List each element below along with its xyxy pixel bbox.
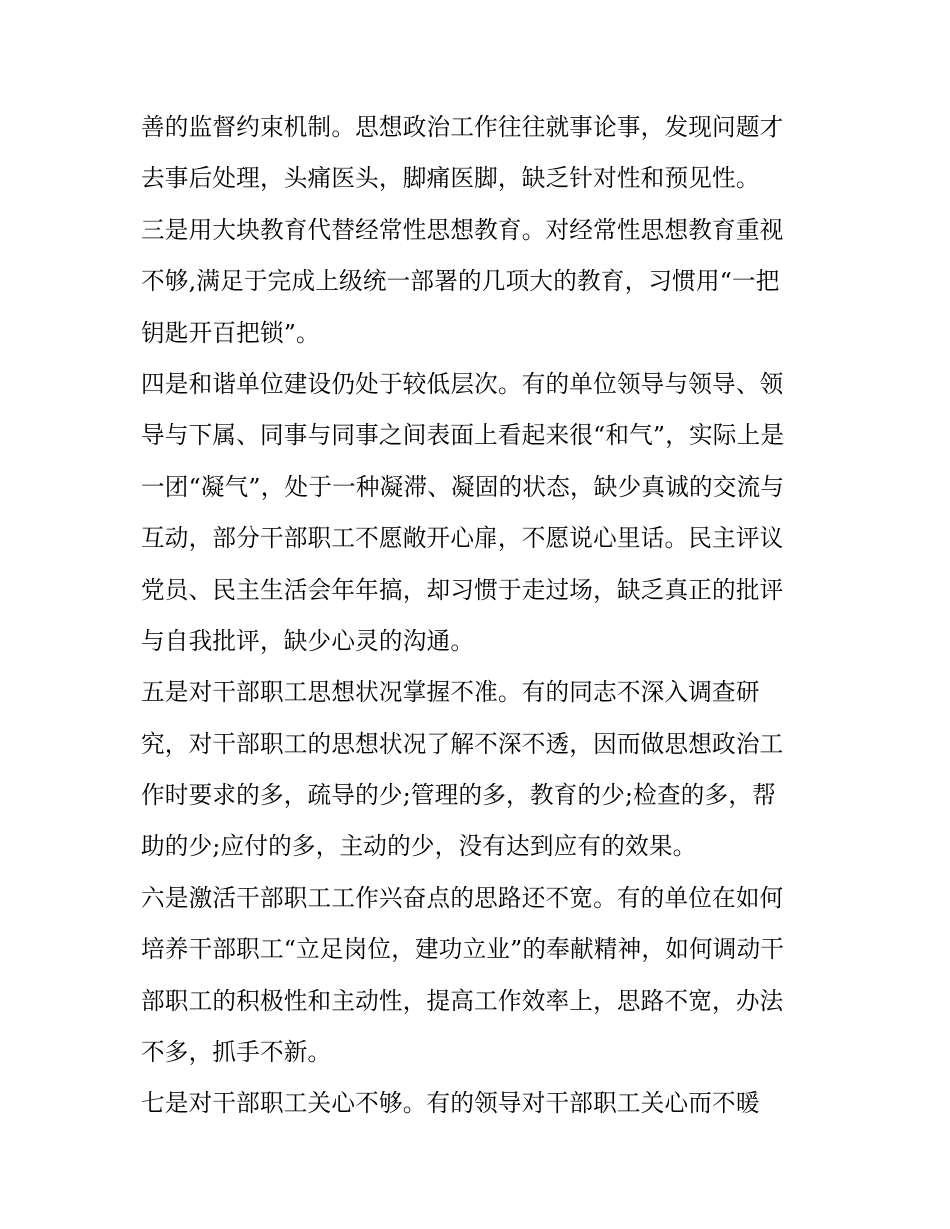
- text-line: 党员、民主生活会年年搞，却习惯于走过场，缺乏真正的批评: [141, 575, 784, 604]
- text-line: 一团“凝气”，处于一种凝滞、凝固的状态，缺少真诚的交流与: [141, 472, 785, 501]
- text-line: 善的监督约束机制。思想政治工作往往就事论事，发现问题才: [141, 113, 784, 141]
- text-line: 导与下属、同事与同事之间表面上看起来很“和气”，实际上是: [141, 421, 785, 450]
- text-line: 去事后处理，头痛医头，脚痛医脚，缺乏针对性和预见性。: [141, 164, 760, 193]
- text-line: 部职工的积极性和主动性，提高工作效率上，思路不宽，办法: [141, 986, 784, 1015]
- text-line: 不多，抓手不新。: [141, 1038, 332, 1067]
- text-line: 助的少;应付的多，主动的少，没有达到应有的效果。: [141, 832, 697, 861]
- text-line: 五是对干部职工思想状况掌握不准。有的同志不深入调查研: [141, 678, 760, 707]
- text-line: 究，对干部职工的思想状况了解不深不透，因而做思想政治工: [141, 729, 784, 758]
- text-line: 互动，部分干部职工不愿敞开心扉，不愿说心里话。民主评议: [141, 524, 784, 553]
- text-line: 钥匙开百把锁”。: [141, 318, 320, 347]
- text-line: 四是和谐单位建设仍处于较低层次。有的单位领导与领导、领: [141, 369, 784, 398]
- text-line: 与自我批评，缺少心灵的沟通。: [141, 626, 475, 655]
- text-line: 培养干部职工“立足岗位，建功立业”的奉献精神，如何调动干: [141, 935, 785, 964]
- document-body: [141, 102, 821, 1130]
- text-line: 不够,满足于完成上级统一部署的几项大的教育，习惯用“一把: [141, 267, 780, 296]
- text-line: 七是对干部职工关心不够。有的领导对干部职工关心而不暖: [141, 1089, 760, 1118]
- text-line: 作时要求的多，疏导的少;管理的多，教育的少;检查的多，帮: [141, 781, 776, 810]
- text-line: 三是用大块教育代替经常性思想教育。对经常性思想教育重视: [141, 215, 784, 244]
- text-line: 六是激活干部职工工作兴奋点的思路还不宽。有的单位在如何: [141, 883, 784, 912]
